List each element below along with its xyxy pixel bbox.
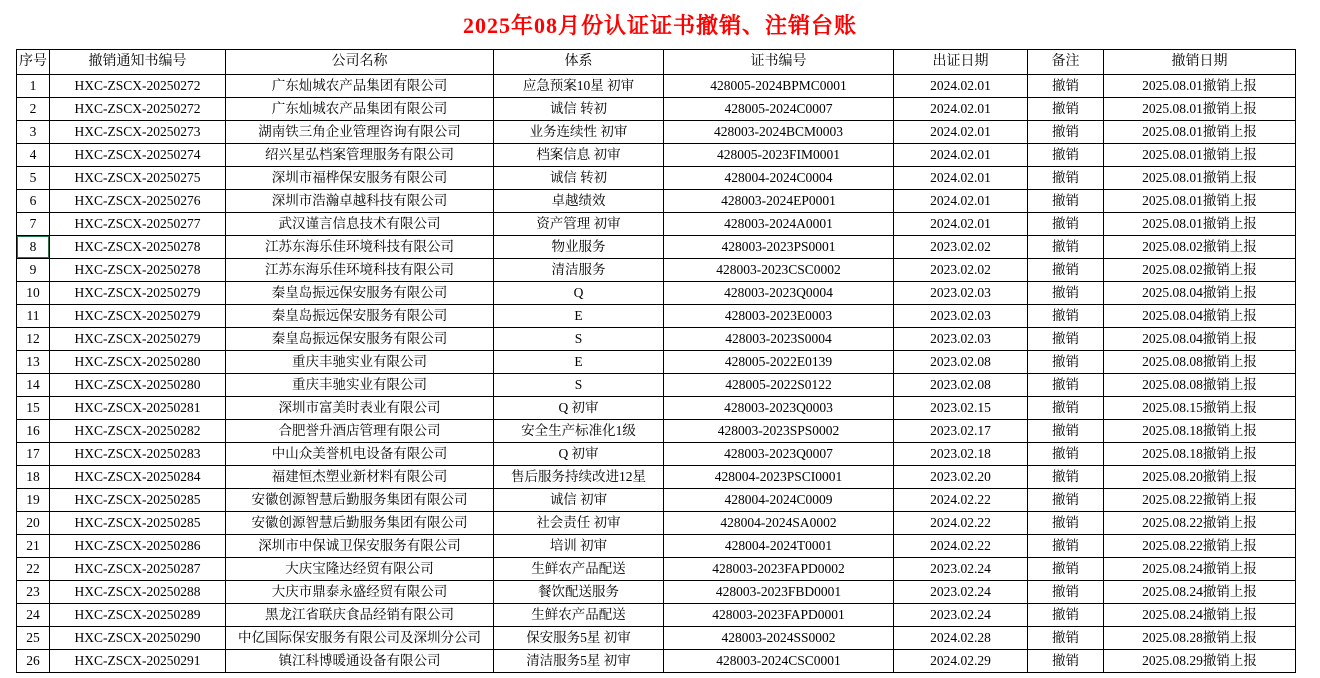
cell-company[interactable]: 绍兴星弘档案管理服务有限公司 [226, 144, 494, 167]
cell-cert-no[interactable]: 428003-2023PS0001 [664, 236, 894, 259]
cell-system[interactable]: 档案信息 初审 [494, 144, 664, 167]
cell-revoke-date[interactable]: 2025.08.24撤销上报 [1104, 558, 1296, 581]
cell-issue-date[interactable]: 2024.02.28 [894, 627, 1028, 650]
ledger-table [16, 49, 1296, 673]
cell-notice-no[interactable]: HXC-ZSCX-20250283 [50, 443, 226, 466]
column-header-index: 序号 [17, 50, 50, 75]
cell-issue-date[interactable]: 2023.02.17 [894, 420, 1028, 443]
table-row[interactable] [17, 259, 1296, 282]
cell-revoke-date[interactable]: 2025.08.04撤销上报 [1104, 328, 1296, 351]
cell-issue-date[interactable]: 2023.02.03 [894, 328, 1028, 351]
cell-notice-no[interactable]: HXC-ZSCX-20250285 [50, 489, 226, 512]
cell-cert-no[interactable]: 428003-2023E0003 [664, 305, 894, 328]
cell-cert-no[interactable]: 428003-2023S0004 [664, 328, 894, 351]
cell-system[interactable]: 诚信 转初 [494, 167, 664, 190]
cell-issue-date[interactable]: 2023.02.03 [894, 282, 1028, 305]
cell-company[interactable]: 安徽创源智慧后勤服务集团有限公司 [226, 512, 494, 535]
cell-remark[interactable]: 撤销 [1028, 305, 1104, 328]
column-header-revoke-date: 撤销日期 [1104, 50, 1296, 75]
cell-issue-date[interactable]: 2024.02.22 [894, 489, 1028, 512]
cell-system[interactable]: 社会责任 初审 [494, 512, 664, 535]
cell-remark[interactable]: 撤销 [1028, 351, 1104, 374]
cell-cert-no[interactable]: 428004-2024SA0002 [664, 512, 894, 535]
cell-cert-no[interactable]: 428005-2024BPMC0001 [664, 75, 894, 98]
cell-remark[interactable]: 撤销 [1028, 650, 1104, 673]
cell-revoke-date[interactable]: 2025.08.01撤销上报 [1104, 213, 1296, 236]
cell-company[interactable]: 广东灿城农产品集团有限公司 [226, 98, 494, 121]
cell-remark[interactable]: 撤销 [1028, 167, 1104, 190]
cell-cert-no[interactable]: 428005-2023FIM0001 [664, 144, 894, 167]
column-header-system: 体系 [494, 50, 664, 75]
cell-system[interactable]: Q 初审 [494, 443, 664, 466]
cell-system[interactable]: 清洁服务5星 初审 [494, 650, 664, 673]
cell-notice-no[interactable]: HXC-ZSCX-20250276 [50, 190, 226, 213]
cell-cert-no[interactable]: 428005-2022E0139 [664, 351, 894, 374]
cell-company[interactable]: 安徽创源智慧后勤服务集团有限公司 [226, 489, 494, 512]
cell-notice-no[interactable]: HXC-ZSCX-20250277 [50, 213, 226, 236]
cell-revoke-date[interactable]: 2025.08.15撤销上报 [1104, 397, 1296, 420]
cell-system[interactable]: 安全生产标准化1级 [494, 420, 664, 443]
cell-system[interactable]: 物业服务 [494, 236, 664, 259]
cell-system[interactable]: S [494, 374, 664, 397]
table-row[interactable] [17, 351, 1296, 374]
table-row[interactable] [17, 328, 1296, 351]
cell-cert-no[interactable]: 428005-2022S0122 [664, 374, 894, 397]
cell-revoke-date[interactable]: 2025.08.01撤销上报 [1104, 98, 1296, 121]
cell-notice-no[interactable]: HXC-ZSCX-20250278 [50, 259, 226, 282]
table-row[interactable] [17, 121, 1296, 144]
cell-system[interactable]: 诚信 转初 [494, 98, 664, 121]
cell-cert-no[interactable]: 428004-2024C0004 [664, 167, 894, 190]
cell-remark[interactable]: 撤销 [1028, 75, 1104, 98]
cell-issue-date[interactable]: 2023.02.08 [894, 351, 1028, 374]
cell-index[interactable]: 8 [17, 236, 50, 259]
cell-index[interactable]: 1 [17, 75, 50, 98]
cell-cert-no[interactable]: 428003-2024A0001 [664, 213, 894, 236]
cell-remark[interactable]: 撤销 [1028, 397, 1104, 420]
cell-index[interactable]: 5 [17, 167, 50, 190]
cell-system[interactable]: E [494, 351, 664, 374]
cell-cert-no[interactable]: 428003-2023Q0004 [664, 282, 894, 305]
cell-index[interactable]: 11 [17, 305, 50, 328]
cell-company[interactable]: 广东灿城农产品集团有限公司 [226, 75, 494, 98]
cell-system[interactable]: 保安服务5星 初审 [494, 627, 664, 650]
cell-revoke-date[interactable]: 2025.08.22撤销上报 [1104, 535, 1296, 558]
cell-remark[interactable]: 撤销 [1028, 512, 1104, 535]
cell-cert-no[interactable]: 428003-2024CSC0001 [664, 650, 894, 673]
cell-system[interactable]: 培训 初审 [494, 535, 664, 558]
cell-issue-date[interactable]: 2024.02.01 [894, 190, 1028, 213]
table-row[interactable] [17, 374, 1296, 397]
cell-notice-no[interactable]: HXC-ZSCX-20250272 [50, 75, 226, 98]
cell-index[interactable]: 20 [17, 512, 50, 535]
cell-cert-no[interactable]: 428004-2023PSCI0001 [664, 466, 894, 489]
cell-index[interactable]: 23 [17, 581, 50, 604]
cell-system[interactable]: 应急预案10星 初审 [494, 75, 664, 98]
cell-remark[interactable]: 撤销 [1028, 466, 1104, 489]
cell-revoke-date[interactable]: 2025.08.01撤销上报 [1104, 167, 1296, 190]
cell-system[interactable]: 清洁服务 [494, 259, 664, 282]
cell-company[interactable]: 大庆宝隆达经贸有限公司 [226, 558, 494, 581]
table-header-row [17, 50, 1296, 75]
cell-remark[interactable]: 撤销 [1028, 374, 1104, 397]
column-header-cert-no: 证书编号 [664, 50, 894, 75]
cell-revoke-date[interactable]: 2025.08.24撤销上报 [1104, 604, 1296, 627]
cell-notice-no[interactable]: HXC-ZSCX-20250279 [50, 282, 226, 305]
cell-issue-date[interactable]: 2023.02.24 [894, 558, 1028, 581]
cell-cert-no[interactable]: 428003-2023FAPD0001 [664, 604, 894, 627]
cell-revoke-date[interactable]: 2025.08.28撤销上报 [1104, 627, 1296, 650]
cell-cert-no[interactable]: 428003-2023CSC0002 [664, 259, 894, 282]
cell-revoke-date[interactable]: 2025.08.18撤销上报 [1104, 443, 1296, 466]
table-row[interactable] [17, 75, 1296, 98]
cell-company[interactable]: 深圳市中保诚卫保安服务有限公司 [226, 535, 494, 558]
cell-system[interactable]: S [494, 328, 664, 351]
cell-company[interactable]: 秦皇岛振远保安服务有限公司 [226, 328, 494, 351]
cell-notice-no[interactable]: HXC-ZSCX-20250291 [50, 650, 226, 673]
cell-system[interactable]: 餐饮配送服务 [494, 581, 664, 604]
page-title: 2025年08月份认证证书撤销、注销台账 [462, 13, 857, 38]
cell-remark[interactable]: 撤销 [1028, 213, 1104, 236]
cell-cert-no[interactable]: 428003-2024EP0001 [664, 190, 894, 213]
cell-notice-no[interactable]: HXC-ZSCX-20250289 [50, 604, 226, 627]
cell-cert-no[interactable]: 428003-2023Q0007 [664, 443, 894, 466]
cell-index[interactable]: 18 [17, 466, 50, 489]
cell-index[interactable]: 2 [17, 98, 50, 121]
cell-remark[interactable]: 撤销 [1028, 489, 1104, 512]
cell-remark[interactable]: 撤销 [1028, 443, 1104, 466]
cell-notice-no[interactable]: HXC-ZSCX-20250280 [50, 374, 226, 397]
column-header-company: 公司名称 [226, 50, 494, 75]
cell-revoke-date[interactable]: 2025.08.01撤销上报 [1104, 75, 1296, 98]
cell-cert-no[interactable]: 428004-2024T0001 [664, 535, 894, 558]
cell-company[interactable]: 中山众美誉机电设备有限公司 [226, 443, 494, 466]
cell-company[interactable]: 合肥誉升酒店管理有限公司 [226, 420, 494, 443]
cell-remark[interactable]: 撤销 [1028, 236, 1104, 259]
cell-index[interactable]: 25 [17, 627, 50, 650]
cell-issue-date[interactable]: 2023.02.15 [894, 397, 1028, 420]
cell-notice-no[interactable]: HXC-ZSCX-20250281 [50, 397, 226, 420]
cell-issue-date[interactable]: 2023.02.24 [894, 581, 1028, 604]
cell-system[interactable]: Q 初审 [494, 397, 664, 420]
table-row[interactable] [17, 420, 1296, 443]
cell-index[interactable]: 10 [17, 282, 50, 305]
cell-company[interactable]: 秦皇岛振远保安服务有限公司 [226, 305, 494, 328]
cell-company[interactable]: 江苏东海乐佳环境科技有限公司 [226, 236, 494, 259]
cell-revoke-date[interactable]: 2025.08.01撤销上报 [1104, 144, 1296, 167]
cell-company[interactable]: 中亿国际保安服务有限公司及深圳分公司 [226, 627, 494, 650]
cell-index[interactable]: 15 [17, 397, 50, 420]
cell-cert-no[interactable]: 428003-2023FBD0001 [664, 581, 894, 604]
cell-cert-no[interactable]: 428003-2024BCM0003 [664, 121, 894, 144]
cell-system[interactable]: 生鲜农产品配送 [494, 604, 664, 627]
cell-issue-date[interactable]: 2024.02.01 [894, 121, 1028, 144]
cell-system[interactable]: 资产管理 初审 [494, 213, 664, 236]
cell-notice-no[interactable]: HXC-ZSCX-20250273 [50, 121, 226, 144]
cell-index[interactable]: 13 [17, 351, 50, 374]
cell-cert-no[interactable]: 428004-2024C0009 [664, 489, 894, 512]
cell-company[interactable]: 武汉谨言信息技术有限公司 [226, 213, 494, 236]
cell-revoke-date[interactable]: 2025.08.08撤销上报 [1104, 351, 1296, 374]
table-row[interactable] [17, 512, 1296, 535]
cell-company[interactable]: 重庆丰驰实业有限公司 [226, 374, 494, 397]
column-header-remark: 备注 [1028, 50, 1104, 75]
cell-notice-no[interactable]: HXC-ZSCX-20250275 [50, 167, 226, 190]
table-row[interactable] [17, 305, 1296, 328]
cell-remark[interactable]: 撤销 [1028, 581, 1104, 604]
cell-remark[interactable]: 撤销 [1028, 420, 1104, 443]
table-row[interactable] [17, 213, 1296, 236]
cell-company[interactable]: 重庆丰驰实业有限公司 [226, 351, 494, 374]
cell-index[interactable]: 7 [17, 213, 50, 236]
cell-index[interactable]: 26 [17, 650, 50, 673]
cell-revoke-date[interactable]: 2025.08.22撤销上报 [1104, 489, 1296, 512]
cell-cert-no[interactable]: 428003-2023FAPD0002 [664, 558, 894, 581]
cell-remark[interactable]: 撤销 [1028, 121, 1104, 144]
cell-issue-date[interactable]: 2023.02.02 [894, 259, 1028, 282]
cell-notice-no[interactable]: HXC-ZSCX-20250284 [50, 466, 226, 489]
cell-system[interactable]: E [494, 305, 664, 328]
cell-notice-no[interactable]: HXC-ZSCX-20250278 [50, 236, 226, 259]
cell-revoke-date[interactable]: 2025.08.22撤销上报 [1104, 512, 1296, 535]
table-row[interactable] [17, 98, 1296, 121]
table-row[interactable] [17, 397, 1296, 420]
cell-issue-date[interactable]: 2023.02.24 [894, 604, 1028, 627]
cell-remark[interactable]: 撤销 [1028, 604, 1104, 627]
cell-index[interactable]: 19 [17, 489, 50, 512]
cell-system[interactable]: Q [494, 282, 664, 305]
cell-cert-no[interactable]: 428003-2023Q0003 [664, 397, 894, 420]
cell-company[interactable]: 江苏东海乐佳环境科技有限公司 [226, 259, 494, 282]
table-row[interactable] [17, 190, 1296, 213]
cell-system[interactable]: 诚信 初审 [494, 489, 664, 512]
cell-company[interactable]: 深圳市富美时表业有限公司 [226, 397, 494, 420]
table-row[interactable] [17, 144, 1296, 167]
cell-index[interactable]: 16 [17, 420, 50, 443]
table-row[interactable] [17, 443, 1296, 466]
cell-revoke-date[interactable]: 2025.08.04撤销上报 [1104, 282, 1296, 305]
cell-index[interactable]: 9 [17, 259, 50, 282]
cell-notice-no[interactable]: HXC-ZSCX-20250287 [50, 558, 226, 581]
cell-remark[interactable]: 撤销 [1028, 282, 1104, 305]
cell-index[interactable]: 21 [17, 535, 50, 558]
cell-remark[interactable]: 撤销 [1028, 190, 1104, 213]
cell-issue-date[interactable]: 2023.02.18 [894, 443, 1028, 466]
cell-revoke-date[interactable]: 2025.08.01撤销上报 [1104, 121, 1296, 144]
cell-cert-no[interactable]: 428005-2024C0007 [664, 98, 894, 121]
cell-revoke-date[interactable]: 2025.08.20撤销上报 [1104, 466, 1296, 489]
table-row[interactable] [17, 236, 1296, 259]
cell-index[interactable]: 17 [17, 443, 50, 466]
cell-revoke-date[interactable]: 2025.08.02撤销上报 [1104, 236, 1296, 259]
cell-system[interactable]: 生鲜农产品配送 [494, 558, 664, 581]
table-row[interactable] [17, 489, 1296, 512]
cell-issue-date[interactable]: 2024.02.01 [894, 167, 1028, 190]
cell-index[interactable]: 6 [17, 190, 50, 213]
cell-cert-no[interactable]: 428003-2024SS0002 [664, 627, 894, 650]
cell-notice-no[interactable]: HXC-ZSCX-20250290 [50, 627, 226, 650]
cell-revoke-date[interactable]: 2025.08.01撤销上报 [1104, 190, 1296, 213]
cell-system[interactable]: 卓越绩效 [494, 190, 664, 213]
table-row[interactable] [17, 282, 1296, 305]
cell-company[interactable]: 大庆市鼎泰永盛经贸有限公司 [226, 581, 494, 604]
cell-issue-date[interactable]: 2024.02.01 [894, 98, 1028, 121]
table-row[interactable] [17, 581, 1296, 604]
cell-revoke-date[interactable]: 2025.08.29撤销上报 [1104, 650, 1296, 673]
cell-company[interactable]: 黑龙江省联庆食品经销有限公司 [226, 604, 494, 627]
cell-issue-date[interactable]: 2024.02.01 [894, 213, 1028, 236]
cell-notice-no[interactable]: HXC-ZSCX-20250274 [50, 144, 226, 167]
cell-cert-no[interactable]: 428003-2023SPS0002 [664, 420, 894, 443]
table-row[interactable] [17, 167, 1296, 190]
table-body [17, 75, 1296, 673]
cell-notice-no[interactable]: HXC-ZSCX-20250286 [50, 535, 226, 558]
cell-notice-no[interactable]: HXC-ZSCX-20250272 [50, 98, 226, 121]
cell-revoke-date[interactable]: 2025.08.04撤销上报 [1104, 305, 1296, 328]
cell-issue-date[interactable]: 2024.02.22 [894, 512, 1028, 535]
cell-issue-date[interactable]: 2024.02.22 [894, 535, 1028, 558]
cell-index[interactable]: 12 [17, 328, 50, 351]
cell-revoke-date[interactable]: 2025.08.02撤销上报 [1104, 259, 1296, 282]
cell-remark[interactable]: 撤销 [1028, 627, 1104, 650]
cell-issue-date[interactable]: 2023.02.03 [894, 305, 1028, 328]
cell-company[interactable]: 湖南铁三角企业管理咨询有限公司 [226, 121, 494, 144]
table-row[interactable] [17, 604, 1296, 627]
cell-remark[interactable]: 撤销 [1028, 558, 1104, 581]
cell-index[interactable]: 3 [17, 121, 50, 144]
cell-remark[interactable]: 撤销 [1028, 144, 1104, 167]
cell-remark[interactable]: 撤销 [1028, 328, 1104, 351]
cell-notice-no[interactable]: HXC-ZSCX-20250285 [50, 512, 226, 535]
cell-index[interactable]: 4 [17, 144, 50, 167]
cell-issue-date[interactable]: 2023.02.08 [894, 374, 1028, 397]
cell-index[interactable]: 24 [17, 604, 50, 627]
column-header-notice-no: 撤销通知书编号 [50, 50, 226, 75]
cell-company[interactable]: 深圳市福桦保安服务有限公司 [226, 167, 494, 190]
cell-index[interactable]: 22 [17, 558, 50, 581]
cell-system[interactable]: 售后服务持续改进12星 [494, 466, 664, 489]
cell-remark[interactable]: 撤销 [1028, 98, 1104, 121]
table-row[interactable] [17, 558, 1296, 581]
cell-notice-no[interactable]: HXC-ZSCX-20250282 [50, 420, 226, 443]
cell-issue-date[interactable]: 2024.02.01 [894, 75, 1028, 98]
table-row[interactable] [17, 627, 1296, 650]
cell-notice-no[interactable]: HXC-ZSCX-20250280 [50, 351, 226, 374]
cell-company[interactable]: 福建恒杰塑业新材料有限公司 [226, 466, 494, 489]
cell-company[interactable]: 镇江科博暖通设备有限公司 [226, 650, 494, 673]
cell-notice-no[interactable]: HXC-ZSCX-20250288 [50, 581, 226, 604]
cell-revoke-date[interactable]: 2025.08.24撤销上报 [1104, 581, 1296, 604]
cell-issue-date[interactable]: 2023.02.02 [894, 236, 1028, 259]
table-row[interactable] [17, 535, 1296, 558]
cell-index[interactable]: 14 [17, 374, 50, 397]
table-row[interactable] [17, 466, 1296, 489]
cell-issue-date[interactable]: 2024.02.29 [894, 650, 1028, 673]
cell-remark[interactable]: 撤销 [1028, 259, 1104, 282]
column-header-issue-date: 出证日期 [894, 50, 1028, 75]
cell-notice-no[interactable]: HXC-ZSCX-20250279 [50, 305, 226, 328]
cell-issue-date[interactable]: 2023.02.20 [894, 466, 1028, 489]
cell-notice-no[interactable]: HXC-ZSCX-20250279 [50, 328, 226, 351]
cell-remark[interactable]: 撤销 [1028, 535, 1104, 558]
cell-revoke-date[interactable]: 2025.08.08撤销上报 [1104, 374, 1296, 397]
cell-system[interactable]: 业务连续性 初审 [494, 121, 664, 144]
cell-company[interactable]: 秦皇岛振远保安服务有限公司 [226, 282, 494, 305]
cell-company[interactable]: 深圳市浩瀚卓越科技有限公司 [226, 190, 494, 213]
cell-issue-date[interactable]: 2024.02.01 [894, 144, 1028, 167]
table-row[interactable] [17, 650, 1296, 673]
cell-revoke-date[interactable]: 2025.08.18撤销上报 [1104, 420, 1296, 443]
